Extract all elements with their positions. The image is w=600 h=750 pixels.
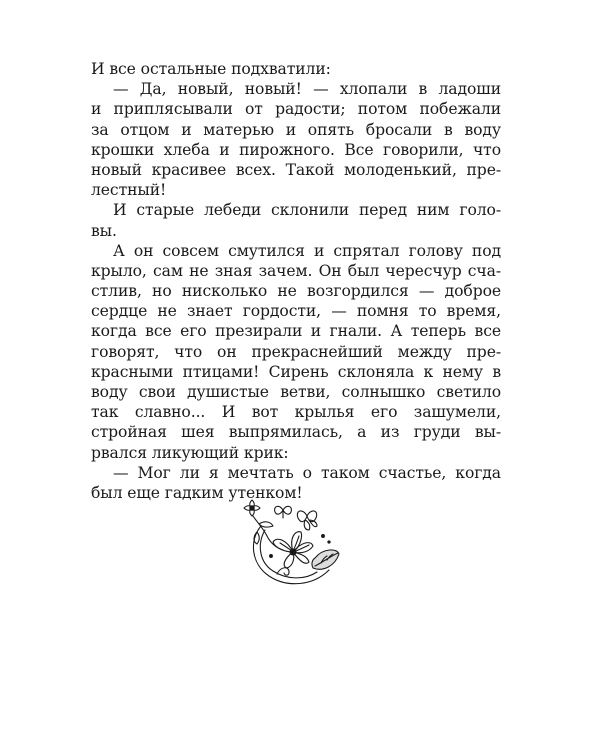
text-line: рвался ликующий крик: bbox=[91, 443, 289, 462]
butterfly-right bbox=[297, 511, 317, 530]
small-flower-top-left bbox=[244, 500, 260, 516]
text-line: красными птицами! Сирень склоняла к нему в bbox=[91, 362, 501, 381]
text-line: стлив, но нисколько не возгордился — доброе bbox=[91, 282, 501, 301]
text-line: А он совсем смутился и спрятал голову под bbox=[113, 241, 501, 260]
ornament-dot bbox=[270, 555, 273, 558]
text-line: И старые лебеди склонили перед ним голо- bbox=[113, 201, 501, 220]
ornament-dot bbox=[328, 541, 330, 543]
text-line: крыло, сам не зная зачем. Он был чересчур сча- bbox=[91, 261, 501, 280]
text-line: — Мог ли я мечтать о таком счастье, когда bbox=[113, 463, 501, 482]
text-line: так славно... И вот крылья его зашумели, bbox=[91, 403, 501, 422]
butterfly-top bbox=[275, 506, 292, 518]
text-line: вы. bbox=[91, 221, 117, 240]
text-line: крошки хлеба и пирожного. Все говорили, что bbox=[91, 140, 501, 159]
text-line: и приплясывали от радости; потом побежали bbox=[91, 100, 501, 119]
text-line: лестный! bbox=[91, 181, 167, 200]
text-line: когда все его презирали и гнали. А теперь все bbox=[91, 322, 501, 341]
floral-ornament-icon bbox=[243, 496, 341, 592]
text-line: стройная шея выпрямилась, а из груди вы- bbox=[91, 423, 501, 442]
text-line: был еще гадким утенком! bbox=[91, 483, 303, 502]
text-line: новый красивее всех. Такой молоденький, пре- bbox=[91, 160, 501, 179]
ornament-leaf-right bbox=[312, 550, 339, 569]
text-line: И все остальные подхватили: bbox=[91, 60, 331, 78]
central-flower bbox=[273, 532, 313, 568]
text-line: воду свои душистые ветви, солнышко светило bbox=[91, 383, 501, 401]
ornament-dot bbox=[322, 535, 325, 538]
text-line: сердце не знает гордости, — помня то время, bbox=[91, 302, 501, 321]
text-line: говорят, что он прекраснейший между пре- bbox=[91, 342, 501, 361]
text-line: — Да, новый, новый! — хлопали в ладоши bbox=[113, 80, 501, 99]
page-text bbox=[91, 59, 501, 503]
text-line: за отцом и матерью и опять бросали в воду bbox=[91, 120, 501, 139]
ornament-leaf bbox=[259, 522, 273, 527]
